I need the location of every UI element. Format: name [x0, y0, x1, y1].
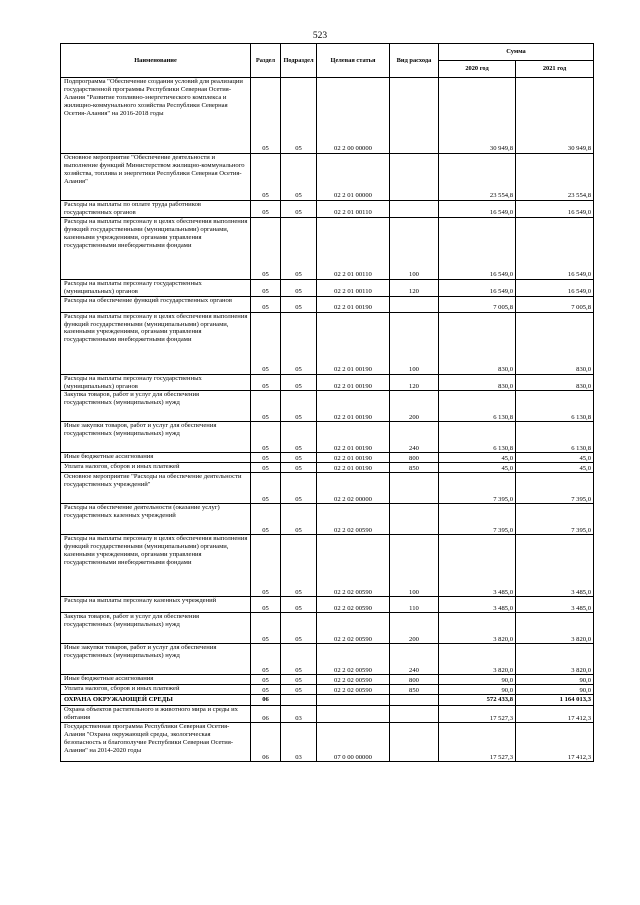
budget-table — [60, 43, 594, 762]
cell-subsection: 05 — [281, 453, 317, 463]
cell-expense-type — [390, 504, 439, 535]
cell-sum-2021: 7 395,0 — [516, 473, 594, 504]
cell-subsection: 05 — [281, 463, 317, 473]
cell-subsection: 05 — [281, 217, 317, 279]
cell-target: 02 2 01 00190 — [317, 391, 390, 422]
cell-target: 02 2 02 00590 — [317, 504, 390, 535]
header-name: Наименование — [61, 44, 251, 78]
cell-sum-2021: 90,0 — [516, 685, 594, 695]
header-year-2020: 2020 год — [439, 61, 516, 78]
table-row — [61, 201, 594, 218]
cell-subsection: 05 — [281, 374, 317, 391]
cell-sum-2021: 16 549,0 — [516, 217, 594, 279]
cell-sum-2021: 6 130,8 — [516, 391, 594, 422]
cell-subsection: 05 — [281, 675, 317, 685]
cell-expense-type: 200 — [390, 391, 439, 422]
cell-sum-2021: 45,0 — [516, 463, 594, 473]
cell-expense-type: 800 — [390, 453, 439, 463]
cell-section: 05 — [251, 217, 281, 279]
cell-sum-2021: 7 005,8 — [516, 296, 594, 312]
table-body — [61, 78, 594, 762]
cell-subsection: 03 — [281, 723, 317, 762]
cell-target: 02 2 01 00000 — [317, 154, 390, 201]
cell-name: Расходы на выплаты персоналу государственных (муниципальных) органов — [61, 374, 251, 391]
table-row — [61, 685, 594, 695]
cell-section: 06 — [251, 695, 281, 706]
cell-target: 02 2 00 00000 — [317, 78, 390, 154]
cell-section: 05 — [251, 675, 281, 685]
cell-target: 02 2 02 00000 — [317, 473, 390, 504]
cell-name: Подпрограмма "Обеспечение создания условий для реализации государственной программы Республики Северная Осетия-Алания "Развитие топливно-энергетического комплекса и жилищно-коммунального хозяйства Республики Северная Осетия-Алания" на 2016-2018 годы — [61, 78, 251, 154]
table-row — [61, 422, 594, 453]
cell-sum-2021: 6 130,8 — [516, 422, 594, 453]
cell-subsection: 05 — [281, 201, 317, 218]
cell-sum-2021: 7 395,0 — [516, 504, 594, 535]
cell-sum-2021: 830,0 — [516, 312, 594, 374]
cell-sum-2021: 830,0 — [516, 374, 594, 391]
cell-subsection: 05 — [281, 613, 317, 644]
cell-name: Иные бюджетные ассигнования — [61, 675, 251, 685]
cell-subsection: 05 — [281, 597, 317, 613]
cell-sum-2021: 17 412,3 — [516, 723, 594, 762]
cell-sum-2020: 3 485,0 — [439, 535, 516, 597]
cell-subsection: 05 — [281, 685, 317, 695]
cell-sum-2021: 1 164 013,3 — [516, 695, 594, 706]
cell-expense-type: 120 — [390, 374, 439, 391]
cell-target: 02 2 01 00190 — [317, 463, 390, 473]
cell-target — [317, 695, 390, 706]
cell-sum-2020: 45,0 — [439, 453, 516, 463]
cell-sum-2020: 7 395,0 — [439, 504, 516, 535]
cell-sum-2020: 3 485,0 — [439, 597, 516, 613]
cell-sum-2020: 16 549,0 — [439, 217, 516, 279]
header-subsection: Подраздел — [281, 44, 317, 78]
cell-name: Расходы на выплаты по оплате труда работников государственных органов — [61, 201, 251, 218]
cell-sum-2020: 90,0 — [439, 685, 516, 695]
cell-expense-type: 120 — [390, 279, 439, 296]
table-row — [61, 391, 594, 422]
cell-section: 05 — [251, 504, 281, 535]
cell-sum-2021: 45,0 — [516, 453, 594, 463]
cell-name: Уплата налогов, сборов и иных платежей — [61, 463, 251, 473]
cell-section: 05 — [251, 535, 281, 597]
cell-subsection: 05 — [281, 296, 317, 312]
table-row — [61, 312, 594, 374]
cell-section: 05 — [251, 312, 281, 374]
cell-expense-type — [390, 201, 439, 218]
cell-expense-type — [390, 154, 439, 201]
cell-sum-2021: 3 820,0 — [516, 644, 594, 675]
cell-expense-type: 100 — [390, 312, 439, 374]
cell-section: 05 — [251, 391, 281, 422]
cell-target: 02 2 02 00590 — [317, 613, 390, 644]
header-sum: Сумма — [439, 44, 594, 61]
cell-target: 02 2 01 00190 — [317, 453, 390, 463]
cell-section: 05 — [251, 613, 281, 644]
cell-section: 06 — [251, 706, 281, 723]
cell-expense-type: 100 — [390, 535, 439, 597]
cell-expense-type: 110 — [390, 597, 439, 613]
table-row — [61, 217, 594, 279]
table-row — [61, 504, 594, 535]
cell-section: 05 — [251, 201, 281, 218]
cell-name: ОХРАНА ОКРУЖАЮЩЕЙ СРЕДЫ — [61, 695, 251, 706]
cell-expense-type — [390, 723, 439, 762]
cell-subsection: 05 — [281, 279, 317, 296]
cell-name: Основное мероприятие "Расходы на обеспечение деятельности государственных учреждений" — [61, 473, 251, 504]
cell-sum-2020: 3 820,0 — [439, 644, 516, 675]
cell-sum-2020: 16 549,0 — [439, 279, 516, 296]
cell-target: 02 2 02 00590 — [317, 535, 390, 597]
cell-sum-2020: 23 554,8 — [439, 154, 516, 201]
cell-expense-type: 100 — [390, 217, 439, 279]
cell-name: Закупка товаров, работ и услуг для обеспечения государственных (муниципальных) нужд — [61, 613, 251, 644]
cell-target: 07 0 00 00000 — [317, 723, 390, 762]
cell-expense-type — [390, 473, 439, 504]
cell-expense-type: 800 — [390, 675, 439, 685]
cell-target: 02 2 02 00590 — [317, 597, 390, 613]
page-number: 523 — [312, 31, 328, 41]
cell-target: 02 2 01 00110 — [317, 201, 390, 218]
table-row — [61, 374, 594, 391]
cell-name: Расходы на выплаты персоналу в целях обеспечения выполнения функций государственными (муниципальными) органами, казенными учреждениями, органами управления государственными внебюджетными фондами — [61, 217, 251, 279]
table-row — [61, 279, 594, 296]
cell-sum-2020: 6 130,8 — [439, 422, 516, 453]
cell-expense-type: 200 — [390, 613, 439, 644]
cell-sum-2020: 830,0 — [439, 312, 516, 374]
cell-expense-type: 850 — [390, 463, 439, 473]
cell-subsection: 05 — [281, 312, 317, 374]
table-row — [61, 706, 594, 723]
cell-name: Основное мероприятие "Обеспечение деятельности и выполнение функций Министерством жилищно-коммунального хозяйства, топлива и энергетики Республики Северная Осетия-Алания" — [61, 154, 251, 201]
cell-name: Иные закупки товаров, работ и услуг для обеспечения государственных (муниципальных) нужд — [61, 422, 251, 453]
cell-target: 02 2 01 00190 — [317, 374, 390, 391]
cell-sum-2021: 30 949,8 — [516, 78, 594, 154]
cell-name: Расходы на выплаты персоналу в целях обеспечения выполнения функций государственными (муниципальными) органами, казенными учреждениями, органами управления государственными внебюджетными фондами — [61, 312, 251, 374]
table-row — [61, 463, 594, 473]
cell-sum-2020: 830,0 — [439, 374, 516, 391]
cell-name: Расходы на выплаты персоналу казенных учреждений — [61, 597, 251, 613]
cell-sum-2020: 572 433,8 — [439, 695, 516, 706]
cell-section: 05 — [251, 644, 281, 675]
cell-subsection: 05 — [281, 78, 317, 154]
cell-expense-type — [390, 706, 439, 723]
table-row — [61, 644, 594, 675]
table-row — [61, 597, 594, 613]
cell-target: 02 2 01 00110 — [317, 217, 390, 279]
cell-name: Иные бюджетные ассигнования — [61, 453, 251, 463]
cell-section: 05 — [251, 463, 281, 473]
cell-section: 05 — [251, 279, 281, 296]
cell-subsection: 05 — [281, 644, 317, 675]
cell-sum-2020: 7 005,8 — [439, 296, 516, 312]
table-row — [61, 453, 594, 463]
cell-target: 02 2 01 00110 — [317, 279, 390, 296]
table-row — [61, 154, 594, 201]
cell-expense-type — [390, 296, 439, 312]
cell-subsection: 05 — [281, 154, 317, 201]
table-row — [61, 535, 594, 597]
cell-name: Закупка товаров, работ и услуг для обеспечения государственных (муниципальных) нужд — [61, 391, 251, 422]
cell-section: 05 — [251, 473, 281, 504]
cell-section: 05 — [251, 374, 281, 391]
cell-target: 02 2 02 00590 — [317, 675, 390, 685]
cell-section: 06 — [251, 723, 281, 762]
cell-sum-2021: 3 485,0 — [516, 535, 594, 597]
cell-subsection: 05 — [281, 504, 317, 535]
cell-section: 05 — [251, 597, 281, 613]
cell-expense-type — [390, 78, 439, 154]
table-row — [61, 78, 594, 154]
table-row — [61, 296, 594, 312]
cell-target: 02 2 02 00590 — [317, 644, 390, 675]
cell-sum-2020: 6 130,8 — [439, 391, 516, 422]
cell-name: Расходы на обеспечение функций государственных органов — [61, 296, 251, 312]
cell-subsection: 05 — [281, 535, 317, 597]
cell-sum-2020: 30 949,8 — [439, 78, 516, 154]
cell-sum-2020: 7 395,0 — [439, 473, 516, 504]
table-row — [61, 723, 594, 762]
cell-subsection: 05 — [281, 473, 317, 504]
header-section: Раздел — [251, 44, 281, 78]
cell-section: 05 — [251, 296, 281, 312]
cell-sum-2020: 16 549,0 — [439, 201, 516, 218]
cell-target: 02 2 02 00590 — [317, 685, 390, 695]
cell-name: Уплата налогов, сборов и иных платежей — [61, 685, 251, 695]
cell-name: Государственная программа Республики Северная Осетия-Алания "Охрана окружающей среды, экологическая безопасность и благополучие Республики Северная Осетия-Алания" на 2014-2020 годы — [61, 723, 251, 762]
cell-subsection: 05 — [281, 391, 317, 422]
cell-sum-2020: 3 820,0 — [439, 613, 516, 644]
cell-sum-2021: 23 554,8 — [516, 154, 594, 201]
cell-sum-2021: 16 549,0 — [516, 201, 594, 218]
table-row — [61, 613, 594, 644]
header-year-2021: 2021 год — [516, 61, 594, 78]
cell-sum-2020: 17 527,3 — [439, 723, 516, 762]
cell-subsection — [281, 695, 317, 706]
cell-name: Расходы на выплаты персоналу в целях обеспечения выполнения функций государственными (муниципальными) органами, казенными учреждениями, органами управления государственными внебюджетными фондами — [61, 535, 251, 597]
cell-sum-2021: 3 485,0 — [516, 597, 594, 613]
cell-sum-2021: 3 820,0 — [516, 613, 594, 644]
cell-target — [317, 706, 390, 723]
cell-expense-type: 240 — [390, 422, 439, 453]
cell-sum-2021: 16 549,0 — [516, 279, 594, 296]
cell-subsection: 05 — [281, 422, 317, 453]
cell-sum-2020: 90,0 — [439, 675, 516, 685]
cell-subsection: 03 — [281, 706, 317, 723]
cell-sum-2020: 17 527,3 — [439, 706, 516, 723]
cell-name: Охрана объектов растительного и животного мира и среды их обитания — [61, 706, 251, 723]
cell-section: 05 — [251, 453, 281, 463]
cell-expense-type — [390, 695, 439, 706]
cell-target: 02 2 01 00190 — [317, 296, 390, 312]
cell-name: Расходы на выплаты персоналу государственных (муниципальных) органов — [61, 279, 251, 296]
cell-expense-type: 240 — [390, 644, 439, 675]
cell-section: 05 — [251, 685, 281, 695]
cell-section: 05 — [251, 154, 281, 201]
header-expense-type: Вид расхода — [390, 44, 439, 78]
table-row — [61, 695, 594, 706]
table-row — [61, 675, 594, 685]
cell-sum-2020: 45,0 — [439, 463, 516, 473]
table-row — [61, 473, 594, 504]
cell-expense-type: 850 — [390, 685, 439, 695]
cell-section: 05 — [251, 422, 281, 453]
cell-target: 02 2 01 00190 — [317, 312, 390, 374]
cell-name: Иные закупки товаров, работ и услуг для обеспечения государственных (муниципальных) нужд — [61, 644, 251, 675]
header-target: Целевая статья — [317, 44, 390, 78]
cell-name: Расходы на обеспечение деятельности (оказание услуг) государственных казенных учреждений — [61, 504, 251, 535]
cell-sum-2021: 17 412,3 — [516, 706, 594, 723]
cell-sum-2021: 90,0 — [516, 675, 594, 685]
cell-section: 05 — [251, 78, 281, 154]
cell-target: 02 2 01 00190 — [317, 422, 390, 453]
